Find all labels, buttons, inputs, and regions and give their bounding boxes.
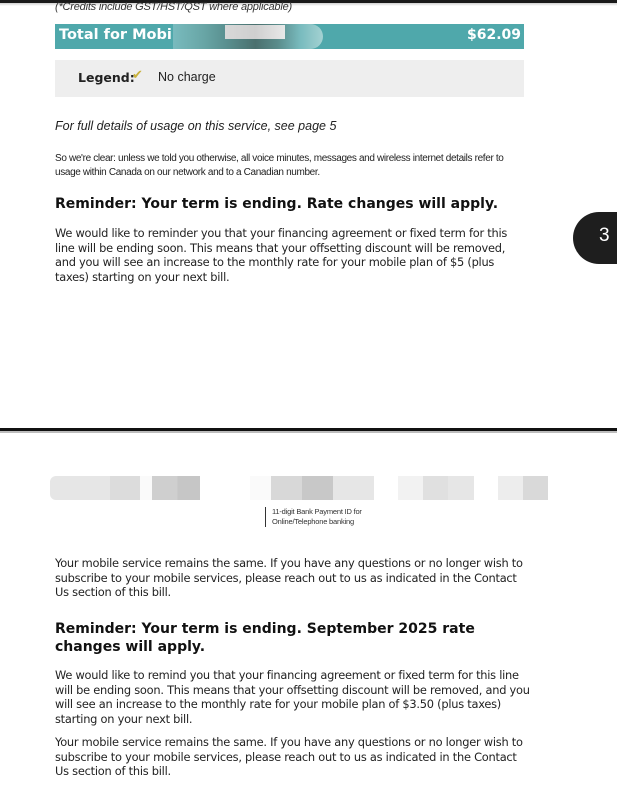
redacted-region: [250, 476, 374, 500]
reminder-body-1: We would like to reminder you that your financing agreement or fixed term for this line will be ending soon. This means that your offsetting discount will be removed, and you will see an increase to the monthly rate for your mobile plan of $5 (plus taxes) starting on your next bill.: [55, 226, 508, 284]
reminder-heading-1: Reminder: Your term is ending. Rate changes will apply.: [55, 196, 499, 212]
legend-text: No charge: [158, 70, 216, 84]
page-break-divider-shadow: [0, 431, 617, 433]
usage-details-reference: For full details of usage on this service, see page 5: [55, 119, 337, 133]
page-number: 3: [599, 225, 610, 246]
reminder-body-2: We would like to remind you that your financing agreement or fixed term for this line will be ending soon. This means that your offsetting discount will be removed, and you will see an increase to the monthly rate for your mobile plan of $3.50 (plus taxes) starting on your next bill.: [55, 668, 530, 726]
total-amount: $62.09: [466, 27, 521, 43]
service-note-1: Your mobile service remains the same. If you have any questions or no longer wish to subscribe to your mobile services, please reach out to us as indicated in the Contact Us section of this bill.: [55, 556, 523, 599]
redacted-region: [50, 476, 200, 500]
redacted-region: [498, 476, 548, 500]
legend-title: Legend:: [78, 70, 135, 85]
check-icon: ✔: [132, 68, 143, 83]
total-label: Total for Mobi: [59, 27, 172, 43]
redacted-region-tail: [225, 25, 285, 39]
page-number-indicator[interactable]: [573, 212, 617, 264]
legend-box: [55, 60, 524, 97]
usage-disclaimer: So we're clear: unless we told you otherwise, all voice minutes, messages and wireless internet details refer to usage within Canada on our network and to a Canadian number.: [55, 153, 504, 178]
service-note-2: Your mobile service remains the same. If you have any questions or no longer wish to subscribe to your mobile services, please reach out to us as indicated in the Contact Us section of this bill.: [55, 735, 523, 778]
reminder-heading-2: Reminder: Your term is ending. September 2025 rate changes will apply.: [55, 621, 475, 655]
total-for-mobile-bar: [55, 24, 524, 49]
bank-payment-id-label: 11-digit Bank Payment ID for Online/Telephone banking: [265, 507, 362, 527]
credits-note: (*Credits include GST/HST/QST where applicable): [55, 1, 292, 13]
redacted-region: [398, 476, 474, 500]
